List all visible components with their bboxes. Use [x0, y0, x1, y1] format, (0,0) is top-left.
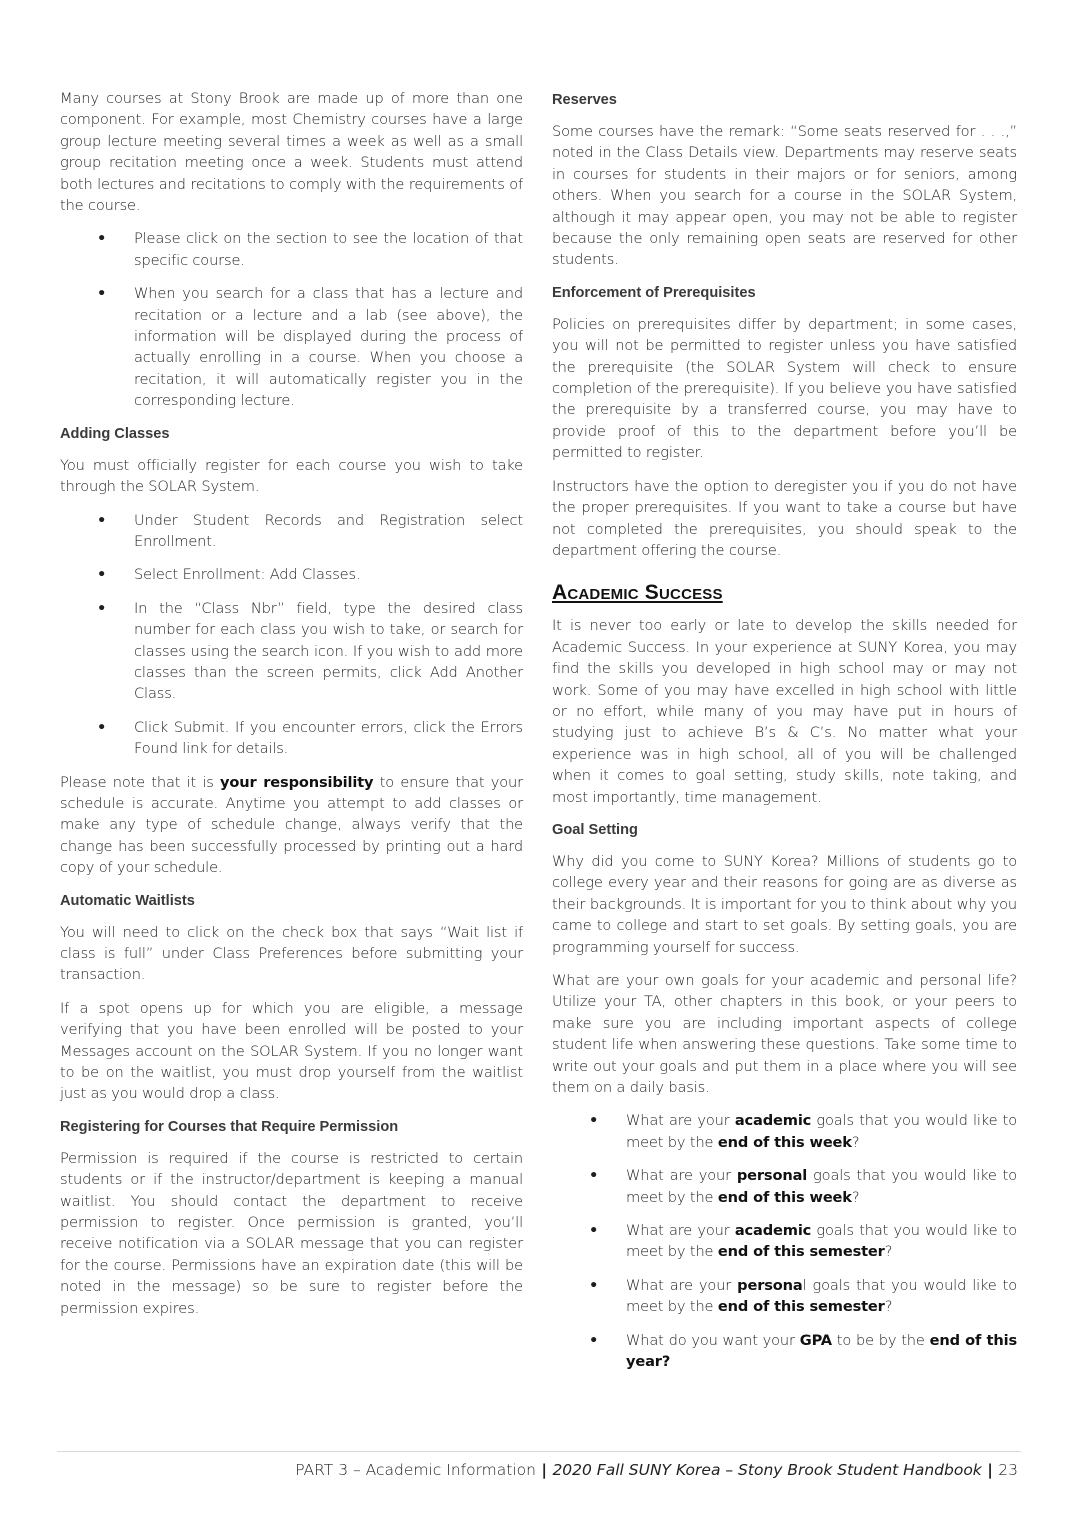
permission-paragraph: Permission is required if the course is restricted to certain students or if the instructor/department is keeping a manual waitlist. You should contact the department to receive permission to register. Once permission is granted, you’ll receive notification via a SOLAR message that you can register for the course. Permissions have an expiration date (this will be noted in the message) so be sure to register before the permission expires.: [60, 1149, 523, 1317]
bullet-icon: •: [97, 230, 107, 248]
footer-separator: |: [981, 1461, 999, 1479]
responsibility-emphasis: your responsibility: [220, 773, 374, 791]
waitlists-heading: Automatic Waitlists: [60, 892, 195, 909]
goal-setting-heading: Goal Setting: [552, 821, 638, 838]
list-item: • Click Submit. If you encounter errors, click the Errors Found link for details.: [97, 718, 523, 758]
list-item: • What are your personal goals that you would like to meet by the end of this week?: [589, 1167, 1017, 1206]
list-item: • What are your personal goals that you would like to meet by the end of this semester?: [589, 1276, 1017, 1316]
prerequisites-heading: Enforcement of Prerequisites: [552, 284, 756, 301]
bullet-icon: •: [97, 599, 107, 617]
list-item: • What are your academic goals that you would like to meet by the end of this semester?: [589, 1222, 1018, 1261]
adding-classes-paragraph: You must officially register for each course you wish to take through the SOLAR System.: [60, 456, 523, 496]
goal-questions-list: [552, 1110, 1017, 1372]
permission-heading: Registering for Courses that Require Permission: [60, 1118, 399, 1135]
bullet-icon: •: [97, 285, 107, 303]
academic-success-paragraph: It is never too early or late to develop the skills needed for Academic Success. In your experience at SUNY Korea, you may find the skills you developed in high school may or may not work. Some of you may have excelled in high school with little or no effort, while many of you may have put in hours of studying just to achieve B’s & C’s. No matter what your experience was in high school, all of you will be challenged when it comes to goal setting, study skills, note taking, and most importantly, time management.: [552, 617, 1017, 806]
list-item: • Please click on the section to see the location of that specific course.: [97, 230, 523, 269]
academic-success-title: Academic Success: [552, 581, 723, 605]
bullet-icon: •: [589, 1276, 599, 1294]
goal-setting-paragraph-1: Why did you come to SUNY Korea? Millions of students go to college every year and their reasons for going are as diverse as their backgrounds. It is important for you to think about why you came to college and start to set goals. By setting goals, you are programming yourself for success.: [552, 852, 1017, 956]
waitlists-paragraph-1: You will need to click on the check box that says “Wait list if class is full” under Class Preferences before submitting your transaction.: [60, 923, 523, 984]
footer-separator: |: [535, 1461, 553, 1479]
bullet-icon: •: [589, 1331, 599, 1349]
right-column: [552, 88, 1017, 1385]
list-item: • Under Student Records and Registration select Enrollment.: [97, 511, 523, 550]
footer-divider: [57, 1451, 1021, 1452]
intro-bullet-list: [60, 228, 523, 411]
list-item: • Select Enrollment: Add Classes.: [60, 564, 523, 585]
bullet-icon: •: [589, 1167, 599, 1185]
footer-part: PART 3 – Academic Information: [295, 1461, 536, 1479]
adding-classes-heading: Adding Classes: [60, 425, 170, 442]
prerequisites-paragraph-2: Instructors have the option to deregister you if you do not have the proper prerequisites. If you want to take a course but have not completed the prerequisites, you should speak to the department offering the course.: [552, 477, 1017, 559]
bullet-icon: •: [589, 1222, 599, 1240]
responsibility-paragraph: Please note that it is your responsibility to ensure that your schedule is accurate. Anytime you attempt to add classes or make any type of schedule change, always verify that the change has been successfully processed by printing out a hard copy of your schedule.: [60, 773, 523, 877]
reserves-paragraph: Some courses have the remark: “Some seats reserved for . . .,” noted in the Class Details view. Departments may reserve seats in courses for students in their majors or for seniors, among others. When you search for a course in the SOLAR System, although it may appear open, you may not be able to register because the only remaining open seats are reserved for other students.: [552, 123, 1017, 269]
intro-paragraph: Many courses at Stony Brook are made up of more than one component. For example, most Chemistry courses have a large group lecture meeting several times a week as well as a small group recitation meeting once a week. Students must attend both lectures and recitations to comply with the requirements of the course.: [60, 90, 523, 215]
bullet-icon: •: [97, 566, 107, 584]
bullet-icon: •: [97, 511, 107, 529]
list-item: • What do you want your GPA to be by the end of this year?: [589, 1331, 1017, 1371]
reserves-heading: Reserves: [552, 92, 617, 108]
bullet-icon: •: [97, 718, 107, 736]
adding-classes-steps: [60, 510, 523, 760]
bullet-icon: •: [589, 1112, 599, 1130]
left-column: [60, 88, 523, 1331]
waitlists-paragraph-2: If a spot opens up for which you are eligible, a message verifying that you have been enrolled will be posted to your Messages account on the SOLAR System. If you no longer want to be on the waitlist, you must drop yourself from the waitlist just as you would drop a class.: [60, 999, 523, 1103]
footer-handbook-title: 2020 Fall SUNY Korea – Stony Brook Student Handbook: [552, 1461, 982, 1479]
page-footer: [295, 1459, 1018, 1481]
list-item: • In the “Class Nbr” field, type the desired class number for each class you wish to take, or search for classes using the search icon. If you wish to add more classes than the screen permits, click Add Another Class.: [97, 599, 523, 703]
list-item: • What are your academic goals that you would like to meet by the end of this week?: [589, 1112, 1018, 1151]
goal-setting-paragraph-2: What are your own goals for your academic and personal life? Utilize your TA, other chapters in this book, or your peers to make sure you are including important aspects of college student life when answering these questions. Take some time to write out your goals and put them in a place where you will see them on a daily basis.: [552, 972, 1017, 1097]
prerequisites-paragraph-1: Policies on prerequisites differ by department; in some cases, you will not be permitted to register unless you have satisfied the prerequisite (the SOLAR System will check to ensure completion of the prerequisite). If you believe you have satisfied the prerequisite by a transferred course, you may have to provide proof of this to the department before you’ll be permitted to register.: [552, 315, 1017, 462]
list-item: • When you search for a class that has a lecture and recitation or a lecture and a lab (see above), the information will be displayed during the process of actually enrolling in a course. When you choose a recitation, it will automatically register you in the corresponding lecture.: [97, 285, 523, 410]
page-number: 23: [998, 1461, 1018, 1479]
